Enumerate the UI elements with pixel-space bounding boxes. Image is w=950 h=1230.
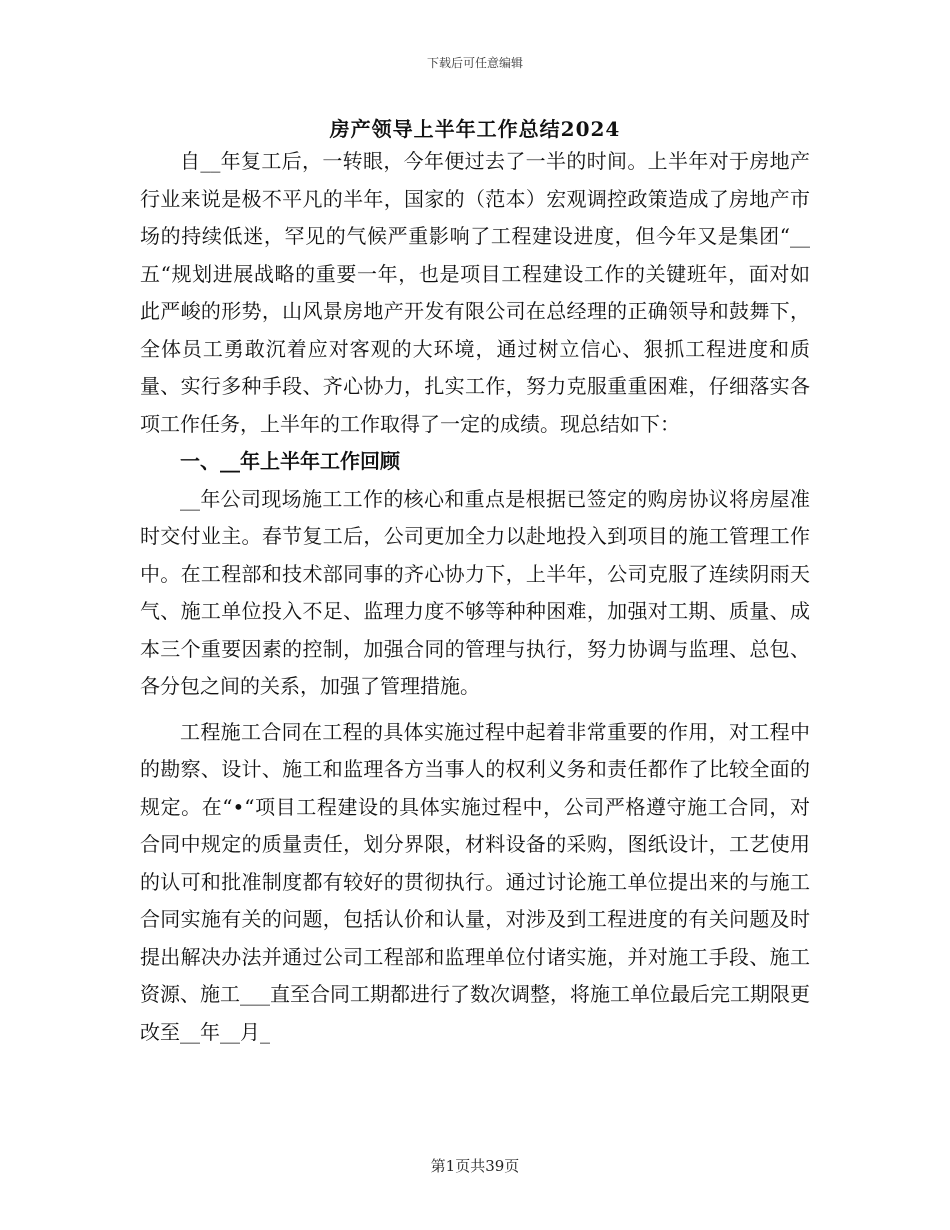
paragraph-contract: 工程施工合同在工程的具体实施过程中起着非常重要的作用，对工程中的勘察、设计、施工和监理各方当事人的权利义务和责任都作了比较全面的规定。在“•“项目工程建设的具体实施过程中，公司严格遵守施工合同，对合同中规定的质量责任，划分界限，材料设备的采购，图纸设计，工艺使用的认可和批准制度都有较好的贯彻执行。通过讨论施工单位提出来的与施工合同实施有关的问题，包括认价和认量，对涉及到工程进度的有关问题及时提出解决办法并通过公司工程部和监理单位付诸实施，并对施工手段、施工资源、施工___直至合同工期都进行了数次调整，将施工单位最后完工期限更改至__年__月_ <box>140 719 810 1044</box>
document-body <box>140 143 810 1051</box>
document-title: 房产领导上半年工作总结2024 <box>329 117 621 141</box>
page-header-note: 下载后可任意编辑 <box>426 56 523 70</box>
paragraph-construction-management: __年公司现场施工工作的核心和重点是根据已签定的购房协议将房屋准时交付业主。春节复工后，公司更加全力以赴地投入到项目的施工管理工作中。在工程部和技术部同事的齐心协力下，上半年，公司克服了连续阴雨天气、施工单位投入不足、监理力度不够等种种困难，加强对工期、质量、成本三个重要因素的控制，加强合同的管理与执行，努力协调与监理、总包、各分包之间的关系，加强了管理措施。 <box>140 486 810 698</box>
section-heading-review: 一、__年上半年工作回顾 <box>180 449 400 473</box>
paragraph-intro: 自__年复工后，一转眼，今年便过去了一半的时间。上半年对于房地产行业来说是极不平凡的半年，国家的（范本）宏观调控政策造成了房地产市场的持续低迷，罕见的气候严重影响了工程建设进度，但今年又是集团“__五“规划进展战略的重要一年，也是项目工程建设工作的关键班年，面对如此严峻的形势，山风景房地产开发有限公司在总经理的正确领导和鼓舞下，全体员工勇敢沉着应对客观的大环境，通过树立信心、狠抓工程进度和质量、实行多种手段、齐心协力，扎实工作，努力克服重重困难，仔细落实各项工作任务，上半年的工作取得了一定的成绩。现总结如下： <box>140 149 810 436</box>
page-number: 第1页共39页 <box>430 1157 520 1175</box>
